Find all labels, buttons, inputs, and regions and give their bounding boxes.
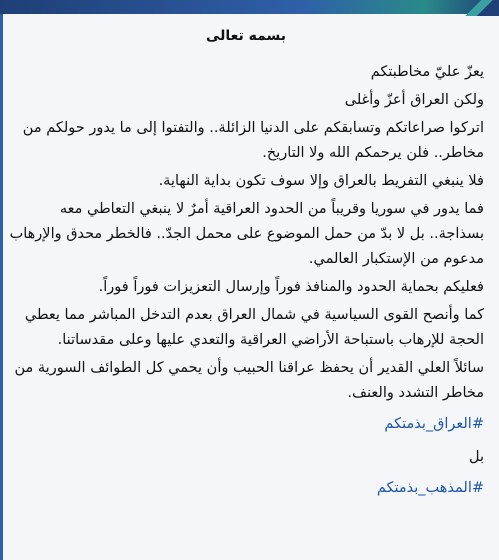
header-banner	[0, 0, 499, 14]
hashtag-madhhab[interactable]: #المذهب_بذمتكم	[376, 480, 484, 496]
document-title: بسمه تعالى	[205, 28, 287, 44]
corner-decoration	[459, 0, 499, 16]
paragraph-3: اتركوا صراعاتكم وتسابقكم على الدنيا الزائلة.. والتفتوا إلى ما يدور حولكم من مخاطر.. فلن يرحمكم الله ولا التاريخ.	[22, 120, 484, 161]
paragraph-7: كما وأنصح القوى السياسية في شمال العراق بعدم التدخل المباشر مما يعطي الحجة للإرهاب باستباحة الأراضي العراقية والتعدي عليها وعلى مقدساتنا.	[24, 307, 484, 348]
left-border-stripe	[0, 14, 3, 560]
hashtag-iraq[interactable]: #العراق_بذمتكم	[384, 416, 484, 432]
statement-document	[8, 28, 484, 509]
paragraph-2: ولكن العراق أعزّ وأغلى	[344, 92, 484, 108]
paragraph-1: يعزّ عليّ مخاطبتكم	[370, 64, 484, 80]
conjunction-text: بل	[468, 449, 484, 465]
paragraph-8: سائلاً العلي القدير أن يحفظ عراقنا الحبيب وأن يحمي كل الطوائف السورية من مخاطر التشدد والعنف.	[14, 360, 484, 401]
paragraph-5: فما يدور في سوريا وقريباً من الحدود العراقية أمرٌ لا ينبغي التعاطي معه بسذاجة.. بل لا بدّ من حمل الموضوع على محمل الجدّ.. فالخطر محدق والإرهاب مدعوم من الإستكبار العالمي.	[9, 201, 484, 267]
paragraph-6: فعليكم بحماية الحدود والمنافذ فوراً وإرسال التعزيزات فوراً فوراً.	[98, 279, 484, 295]
paragraph-4: فلا ينبغي التفريط بالعراق وإلا سوف تكون بداية النهاية.	[158, 173, 484, 189]
